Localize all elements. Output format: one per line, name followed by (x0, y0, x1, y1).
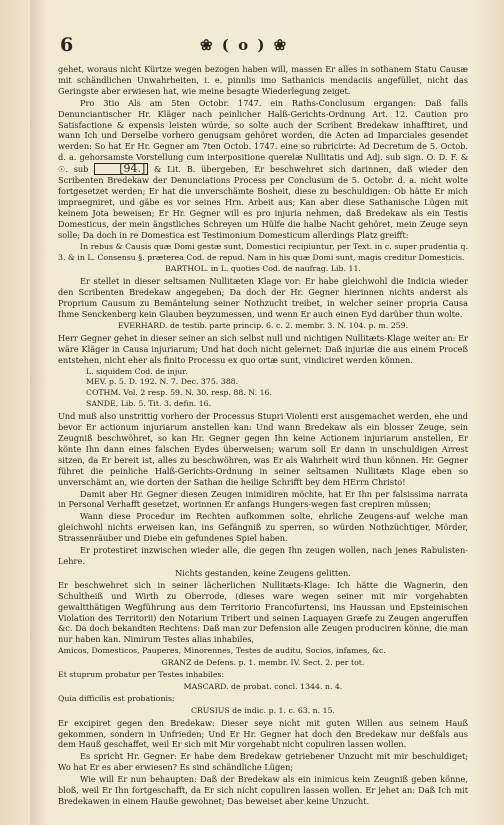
header-ornament: ❀ ( o ) ❀ (200, 36, 289, 54)
citation: MASCARD. de probat. concl. 1344. n. 4. (183, 681, 343, 691)
citation: GRANZ de Defens. p. 1. membr. IV. Sect. 2. per tot. (161, 658, 365, 668)
folio-reference: [94.] (94, 163, 148, 175)
paragraph: gehet, woraus nicht Kürtze wegen bezogen haben will, massen Er alles in sothanem Statu Causæ mit schändlichen Unwahrheiten, i. e. pinnlis imo Sathanicis mendaciis angefüllet, nicht das Geringste aber erwiesen hat, wie meine besagte Wiederlegung zeiget. (58, 64, 468, 96)
binding-shadow (30, 0, 48, 825)
paragraph: Er beschwehret sich in seiner lächerlichen Nullitæts-Klage: Ich hätte die Wagnerin, den Schultheiß und Wirth zu Oberrode, (dieses ware wegen seiner mit mir vorgehabten gewaltthätigen Wegführung aus dem Territorio Francofurtensi, ins Haussan und Epsteinischen Violation des Territorii) den Notarium Tribert und seinen Laquayen Græfe zu Zeugen angeruffen &c. Da doch bekandten Rechtens: Daß man zur Defension alle Zeugen produciren könne, die man nur haben kan. Nimirum Testes alias inhabiles, (58, 579, 468, 645)
paragraph: Wann diese Procedur im Rechten aufkommen solte, ehrliche Zeugens-auf welche man gleichwohl nichts erweisen kan, ins Gefängniß zu sperren, so würden Nothzüchtiger, Mörder, Strassenräuber und Diebe ein gefundenes Spiel haben. (58, 511, 468, 544)
paragraph: Er excipiret gegen den Bredekaw: Dieser seye nicht mit guten Willen aus seinem Hauß gekommen, sondern in Unfrieden; Und Er Hr. Gegner hat doch den Bredekaw nur deßfals aus dem Hauß geschaffet, weil Er sich mit Mir vorgehabt nicht copuliren lassen wollen. (58, 717, 468, 750)
citation: COTHM. Vol. 2 resp. 59. N. 30. resp. 88. N. 16. (86, 388, 272, 398)
paragraph-text: Pro 3tio Als am 5ten Octobr. 1747. ein Raths-Conclusum ergangen: Daß falls Denunciantischer Hr. Kläger nach peinlicher Halß-Gerichts-Ordnung Art. 12. Caution pro Satisfactione & expensis leisten würde, so solte auch der Scribent Bredekaw inhafftiret, und wann Ich und Derselbe vorhero genugsam gehöret worden, die Acten ad Imparciales gesendet werden: So hat Er Hr. Gegner am 7ten Octob. 1747. eine so rubricirte: Ad Decretum de 5. Octob. d. a. gehorsamste Vorstellung cum interpositione querelæ Nullitatis und Adj. sub sign. O. D. F. & ☉. sub (58, 97, 468, 175)
citation-block (58, 367, 468, 411)
body-text (58, 64, 468, 808)
citation: L. siquidem Cod. de injur. (86, 366, 188, 376)
paragraph: Er stellet in dieser seltsamen Nullitæten Klage vor: Er habe gleichwohl die Indicia wieder den Scribenten Bredekaw angegeben; Da doch der Hr. Gegner hierinnen nichts anderst als Proprium Causum zu Bemäntelung seiner Nothzucht treibet, in welcher seiner propria Causa Ihme Senckenberg kein Glauben beyzumessen, und wenn Er auch einen Eyd darüber thun wolte. (58, 276, 468, 320)
paragraph: Wie will Er nun behaupten: Daß der Bredekaw als ein inimicus kein Zeugniß geben könne, bloß, weil Er Ihn fortgeschafft, da Er sich nicht copuliren lassen wollen. Er jehet an: Daß Ich mit Bredekawen in einem Hauße gewohnet; Das beweiset aber keine Unzucht. (58, 774, 468, 806)
latin-quote: In rebus & Causis quæ Domi gestæ sunt, Domestici recipiuntur, per Text. in c. super prudentia q. 3. & in L. Consensu §. præterea Cod. de repud. Nam in his quæ Domi sunt, magis creditur Domesticis. (58, 241, 468, 262)
paragraph: Er protestiret inzwischen wieder alle, die gegen Ihn zeugen wollen, nach jenes Rabulisten-Lehre. (58, 545, 468, 566)
citation: SANDE, Lib. 5. Tit. 3. defin. 16. (86, 399, 212, 409)
page-number: 6 (60, 34, 74, 56)
paragraph: Es spricht Hr. Gegner: Er habe dem Bredekaw getriebener Unzucht mit mir beschuldiget; Wo hat Er es aber erwiesen? Es sind schändliche Lügen; (58, 751, 468, 773)
citation: EVERHARD. de testib. parte princip. 6. c. 2. membr. 3. N. 104. p. m. 259. (117, 320, 409, 330)
paragraph: Damit aber Hr. Gegner diesen Zeugen inimidiren möchte, hat Er Ihn per falsissima narrata in Personal Verhafft gesetzet, worinnen Er anfangs Hungers-wegen fast crepiren müssen; (58, 488, 468, 510)
paragraph: Herr Gegner gehet in dieser seiner an sich selbst null und nichtigen Nullitæts-Klage weiter an: Er wäre Kläger in Causa injuriarum; Und hat doch nicht gelernet: Daß injuriæ die aus einem Proceß entstehen, nicht eher als finito Processu ex quo ortæ sunt, vindiciret werden können. (58, 332, 468, 365)
paragraph-text: & Lit. B. übergeben, Er beschwehret sich darinnen, daß wieder den Scribenten Bredekaw der Denunciations Process per Conclusum de 5. Octobr. d. a. nicht wolte fortgesetzet werden; Er hat die unverschämte Bosheit, diese zu beschuldigen: Ob hätte Er mich impraegniret, und gäbe es vor seines Hrn. Arbeit aus; Kan aber diese Sathanische Lügen mit keinem Jota beweisen; Er Hr. Gegner will es pro injuria nehmen, daß Bredekaw als ein Testis Domesticus, der mein ängstliches Schreyen um Hülfe die halbe Nacht gehöret, mein Zeuge seyn solle; Da doch in re Domestica est Testimonium Domesticum allerdings Platz greifft: (58, 164, 468, 240)
citation: CRUSIUS de indic. p. 1. c. 63. n. 15. (190, 705, 336, 715)
latin-line: Amicos, Domesticos, Pauperes, Minorennes, Testes de auditu, Socios, infames, &c. (58, 646, 386, 656)
paragraph: Und muß also unstrittig vorhero der Processus Stupri Violenti erst ausgemachet werden, ehe und bevor Er actionum injuriarum anstellen kan: Und wann Bredekaw als ein blosser Zeuge, sein Zeugniß beschwöhret, so kan Hr. Gegner gegen Ihn keine Actionem injuriarum anstellen, Er könte Ihn dann eines falschen Eydes überweisen; warum soll Er dann in unschuldigen Arrest sitzen, da Er bereit ist, alles zu beschwöhren, was Er als Wahrheit wird thun können. Hr. Gegner führet die peinliche Halß-Gerichts-Ordnung in seiner seltsamen Nullitæts Klage eben so unverschämt an, wie dorten der Sathan die heilige Schrifft bey dem HErrn Christo! (58, 411, 468, 487)
latin-line: Quia difficilis est probationis: (58, 693, 175, 703)
latin-line: Et stuprum probatur per Testes inhabiles: (58, 670, 225, 680)
maxim: Nichts gestanden, keine Zeugens gelitten. (175, 567, 351, 578)
citation: BARTHOL. in L. quoties Cod. de naufrag. Lib. 11. (165, 264, 361, 274)
paragraph (58, 98, 468, 241)
citation: MEV. p. 5. D. 192. N. 7. Dec. 375. 388. (86, 377, 239, 387)
